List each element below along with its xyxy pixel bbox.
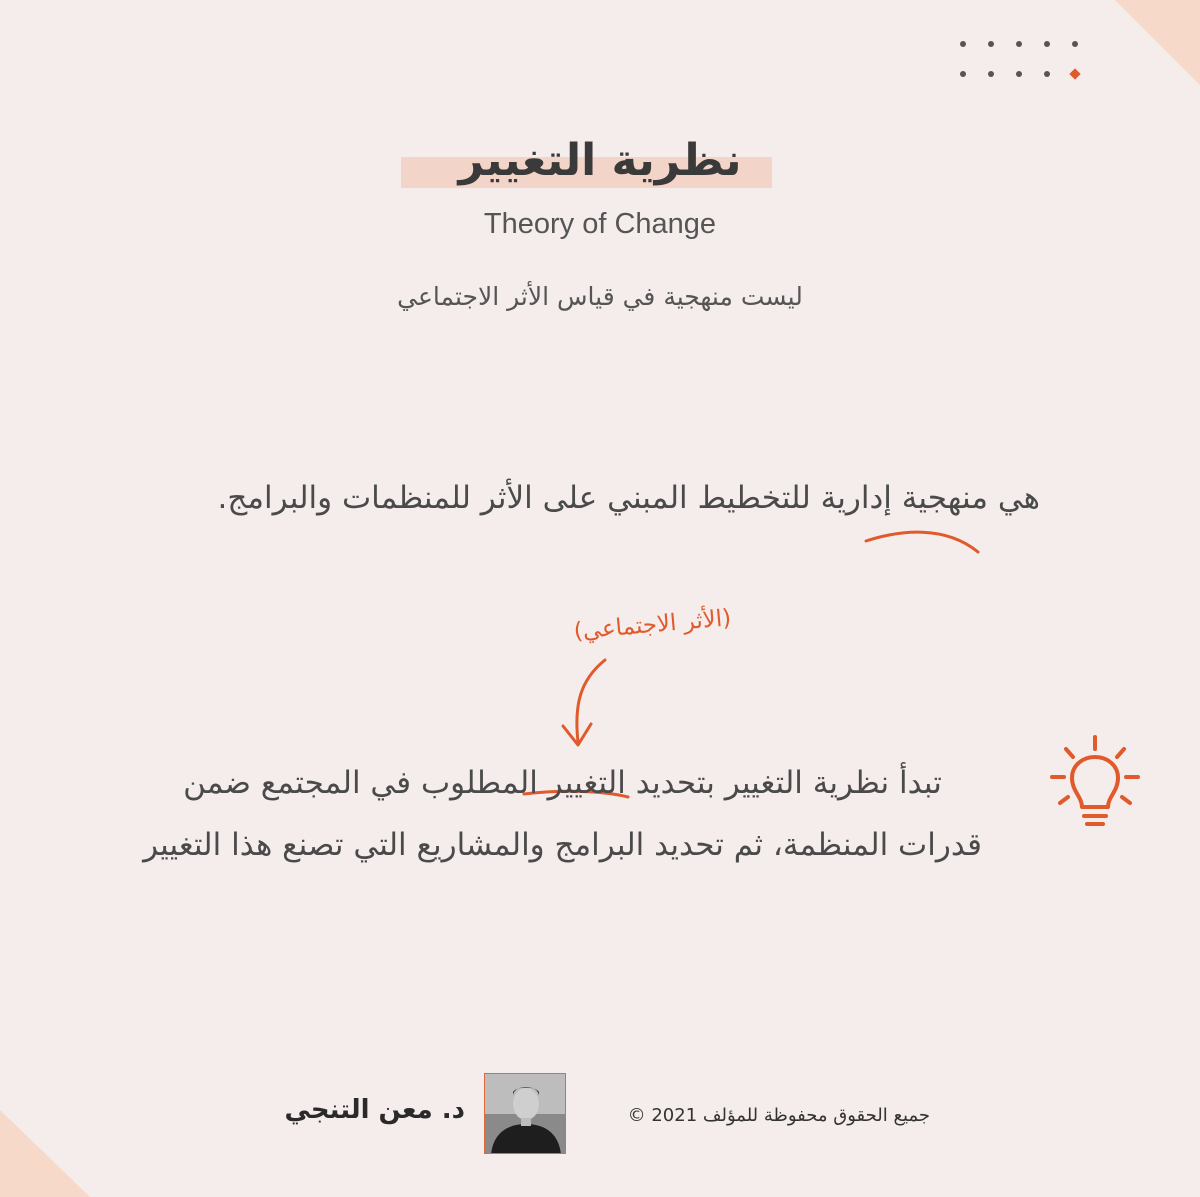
definition-text: هي منهجية إدارية للتخطيط المبني على الأثر للمنظمات والبرامج. <box>217 480 1040 516</box>
underline-manhajiya <box>866 532 978 552</box>
arrow-icon <box>577 660 605 742</box>
body-line-1: تبدأ نظرية التغيير بتحديد التغيير المطلوب في المجتمع ضمن <box>183 765 942 801</box>
annotation-note: (الأثر الاجتماعي) <box>572 605 733 645</box>
page-subtitle: Theory of Change <box>483 208 717 240</box>
author-name: د. معن التنجي <box>284 1095 465 1125</box>
author-photo <box>484 1073 566 1154</box>
body-line-2: قدرات المنظمة، ثم تحديد البرامج والمشاريع التي تصنع هذا التغيير <box>143 827 982 863</box>
dots-decoration-icon <box>950 35 1090 85</box>
lightbulb-icon <box>1048 735 1143 835</box>
page-title: نظرية التغيير <box>458 135 742 186</box>
body-paragraph <box>100 752 1025 876</box>
tagline: ليست منهجية في قياس الأثر الاجتماعي <box>397 282 803 311</box>
copyright-text: جميع الحقوق محفوظة للمؤلف 2021 © <box>627 1105 930 1126</box>
